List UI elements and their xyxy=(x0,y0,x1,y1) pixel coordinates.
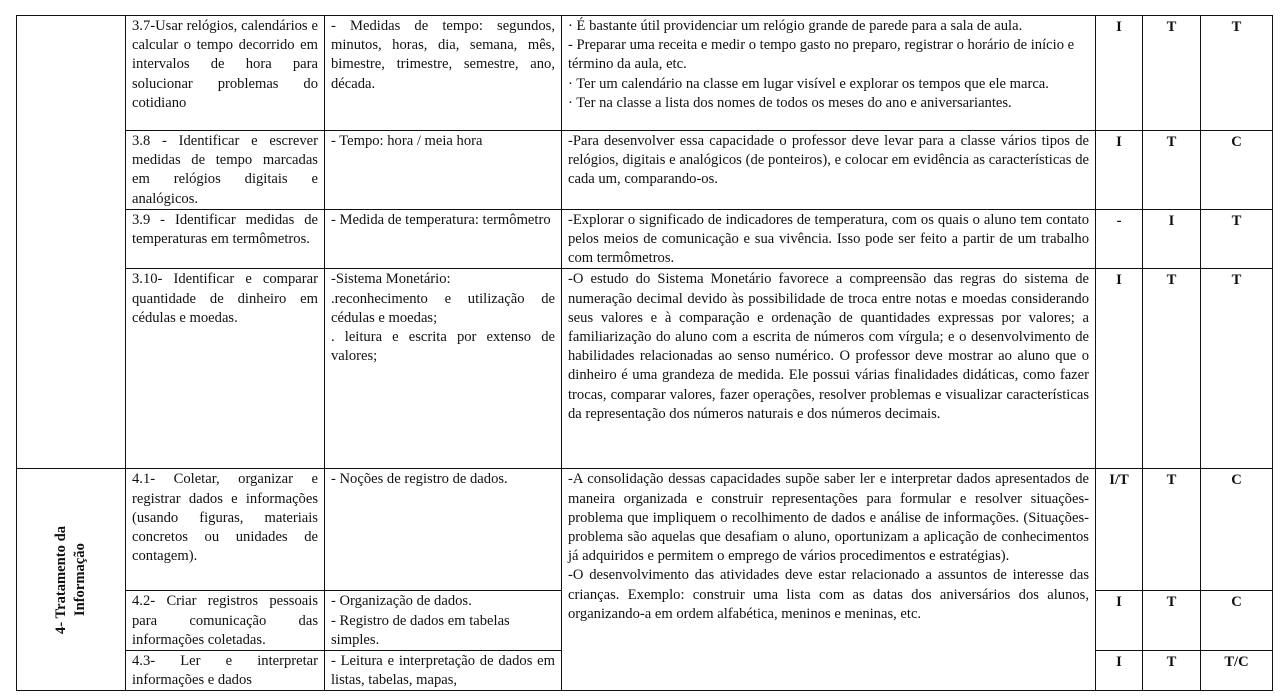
orientation-line: · Ter um calendário na classe em lugar visível e explorar os tempos que ele marca. xyxy=(568,75,1049,92)
orientation-cell xyxy=(562,16,1096,131)
content-cell: - Leitura e interpretação de dados em listas, tabelas, mapas, xyxy=(325,651,562,691)
axis-label xyxy=(52,526,90,634)
table-row xyxy=(17,131,1273,210)
table-row xyxy=(17,16,1273,131)
content-line: - Registro de dados em tabelas simples. xyxy=(331,612,510,648)
capacity-cell: 3.9 - Identificar medidas de temperaturas em termômetros. xyxy=(126,209,325,269)
content-cell: - Medida de temperatura: termômetro xyxy=(325,209,562,269)
orientation-line: · Ter na classe a lista dos nomes de todos os meses do ano e aniversariantes. xyxy=(568,94,1012,111)
content-cell xyxy=(325,591,562,651)
content-line: - Organização de dados. xyxy=(331,593,472,610)
capacity-cell: 3.10- Identificar e comparar quantidade de dinheiro em cédulas e moedas. xyxy=(126,269,325,469)
year3-code: T xyxy=(1201,16,1273,131)
capacity-cell: 3.7-Usar relógios, calendários e calcular o tempo decorrido em intervalos de hora para solucionar problemas do cotidiano xyxy=(126,16,325,131)
axis-cell-empty xyxy=(17,16,126,469)
year1-code: I xyxy=(1096,269,1143,469)
orientation-line: · É bastante útil providenciar um relógio grande de parede para a sala de aula. xyxy=(568,18,1023,34)
year1-code: I xyxy=(1096,651,1143,691)
orientation-cell xyxy=(562,469,1096,691)
table-row xyxy=(17,469,1273,591)
table-row xyxy=(17,269,1273,469)
year3-code: C xyxy=(1201,591,1273,651)
content-line: . leitura e escrita por extenso de valores; xyxy=(331,329,555,365)
year1-code: I xyxy=(1096,16,1143,131)
year3-code: T xyxy=(1201,209,1273,269)
year2-code: T xyxy=(1143,131,1201,210)
year3-code: T xyxy=(1201,269,1273,469)
curriculum-table xyxy=(16,15,1273,691)
content-cell: - Medidas de tempo: segundos, minutos, horas, dia, semana, mês, bimestre, trimestre, semestre, ano, década. xyxy=(325,16,562,131)
year1-code: I/T xyxy=(1096,469,1143,591)
orientation-cell: -Para desenvolver essa capacidade o professor deve levar para a classe vários tipos de relógios, digitais e analógicos (de ponteiros), e colocar em evidência as características de cada um, comparando-os. xyxy=(562,131,1096,210)
axis-cell xyxy=(17,469,126,691)
orientation-cell: -Explorar o significado de indicadores de temperatura, com os quais o aluno tem contato pelos meios de comunicação e sua vivência. Isso pode ser feito a partir de um trabalho com termômetros. xyxy=(562,209,1096,269)
capacity-cell: 4.3- Ler e interpretar informações e dados xyxy=(126,651,325,691)
orientation-line: - Preparar uma receita e medir o tempo gasto no preparo, registrar o horário de início e término da aula, etc. xyxy=(568,37,1075,73)
year3-code: C xyxy=(1201,131,1273,210)
axis-label-line: Informação xyxy=(72,543,88,617)
orientation-line: -A consolidação dessas capacidades supõe saber ler e interpretar dados apresentados de maneira organizada e construir representações para formular e resolver situações-problema que impliquem o recolhimento de dados e análise de informações. (Situações-problema são aquelas que desafiam o aluno, oportunizam a aplicação de conhecimentos já adquiridos e permitem o emprego de vários procedimentos e estratégias). xyxy=(568,471,1089,565)
content-cell: - Tempo: hora / meia hora xyxy=(325,131,562,210)
table-row xyxy=(17,209,1273,269)
capacity-cell: 4.1- Coletar, organizar e registrar dados e informações (usando figuras, materiais concretos ou unidades de contagem). xyxy=(126,469,325,591)
year1-code: I xyxy=(1096,131,1143,210)
year2-code: T xyxy=(1143,16,1201,131)
year2-code: I xyxy=(1143,209,1201,269)
content-line: .reconhecimento e utilização de cédulas e moedas; xyxy=(331,290,555,326)
year1-code: - xyxy=(1096,209,1143,269)
capacity-cell: 4.2- Criar registros pessoais para comunicação das informações coletadas. xyxy=(126,591,325,651)
content-line: -Sistema Monetário: xyxy=(331,271,451,288)
content-cell: - Noções de registro de dados. xyxy=(325,469,562,591)
year2-code: T xyxy=(1143,591,1201,651)
content-cell xyxy=(325,269,562,469)
year2-code: T xyxy=(1143,469,1201,591)
year3-code: T/C xyxy=(1201,651,1273,691)
orientation-cell: -O estudo do Sistema Monetário favorece a compreensão das regras do sistema de numeração decimal devido às possibilidade de troca entre notas e moedas considerando seus valores e à comparação e ordenação de quantidades expressas por valores; a familiarização do aluno com a escrita de números com vírgula; e o desenvolvimento de habilidades relacionadas ao senso numérico. O professor deve mostrar ao aluno que o dinheiro é uma grandeza de medida. Ele possui várias finalidades didáticas, como fazer trocas, comparar valores, fazer operações, resolver problemas e visualizar características da representação dos números naturais e dos números decimais. xyxy=(562,269,1096,469)
year2-code: T xyxy=(1143,651,1201,691)
axis-label-line: 4- Tratamento da xyxy=(53,525,69,634)
capacity-cell: 3.8 - Identificar e escrever medidas de tempo marcadas em relógios digitais e analógicos. xyxy=(126,131,325,210)
year3-code: C xyxy=(1201,469,1273,591)
year1-code: I xyxy=(1096,591,1143,651)
orientation-line: -O desenvolvimento das atividades deve estar relacionado a assuntos de interesse das crianças. Exemplo: construir uma lista com as datas dos aniversários dos alunos, organizando-a em ordem alfabética, meninos e meninas, etc. xyxy=(568,567,1089,622)
year2-code: T xyxy=(1143,269,1201,469)
